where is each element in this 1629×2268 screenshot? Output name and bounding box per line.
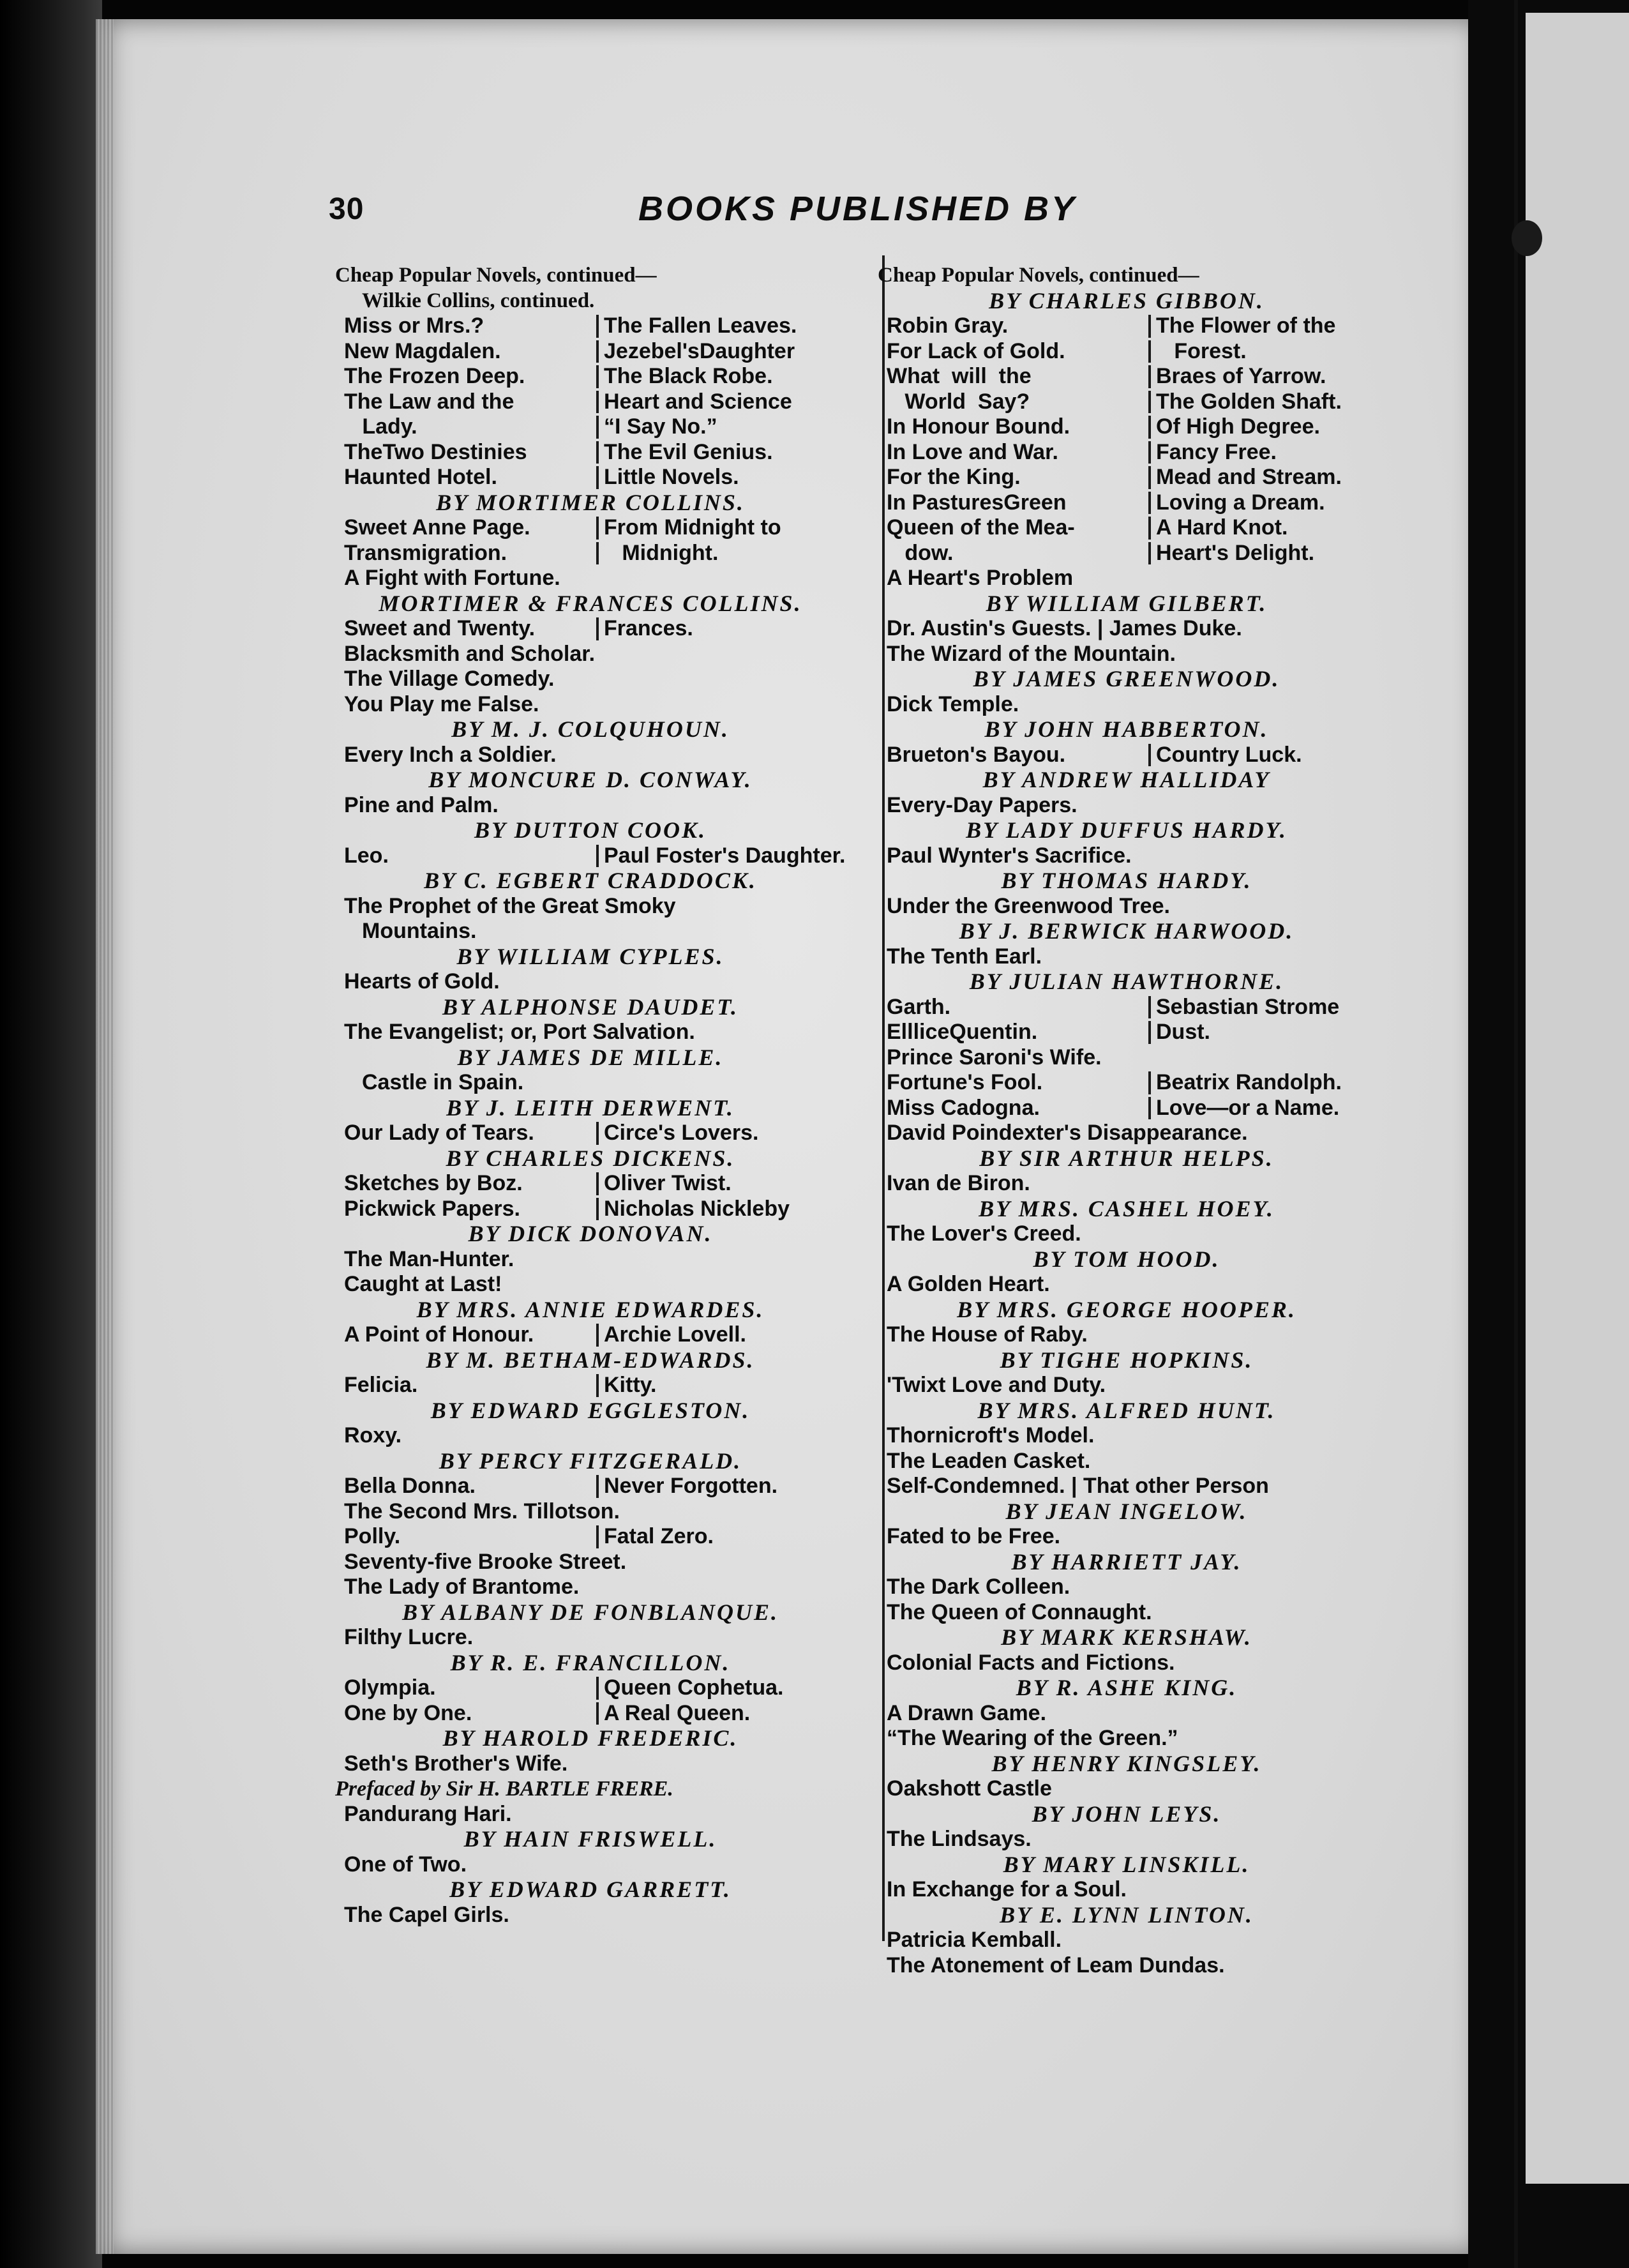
book-title: The Flower of the xyxy=(1156,314,1336,338)
series-header: Cheap Popular Novels, continued— xyxy=(335,264,657,287)
running-head: BOOKS PUBLISHED BY xyxy=(638,190,1077,228)
book-title: The Capel Girls. xyxy=(344,1902,509,1927)
book-title: Fancy Free. xyxy=(1156,439,1277,464)
title-pair-row xyxy=(335,616,846,642)
column-bar xyxy=(1148,542,1151,565)
title-pair-row xyxy=(335,389,846,415)
author-heading: BY MONCURE D. CONWAY. xyxy=(428,767,753,792)
book-title: Queen Cophetua. xyxy=(604,1675,784,1700)
author-heading: BY JAMES DE MILLE. xyxy=(457,1044,724,1070)
author-heading: BY J. BERWICK HARWOOD. xyxy=(959,918,1295,944)
book-title: Mountains. xyxy=(362,919,477,943)
title-pair-row xyxy=(878,515,1376,541)
book-title: Roxy. xyxy=(344,1423,402,1448)
book-title: Pickwick Papers. xyxy=(344,1196,520,1221)
column-bar xyxy=(596,416,599,439)
column-bar xyxy=(596,391,599,414)
book-title: In Honour Bound. xyxy=(887,414,1070,439)
book-title: Miss Cadogna. xyxy=(887,1095,1040,1120)
title-pair-row xyxy=(335,339,846,365)
author-heading: BY JAMES GREENWOOD. xyxy=(973,666,1280,692)
column-bar xyxy=(1148,340,1151,363)
book-title: A Fight with Fortune. xyxy=(344,566,560,590)
column-bar xyxy=(596,1172,599,1195)
book-title: Polly. xyxy=(344,1524,401,1548)
book-title: Sweet Anne Page. xyxy=(344,515,530,540)
column-bar xyxy=(596,1702,599,1725)
book-title: New Magdalen. xyxy=(344,338,501,363)
right-column xyxy=(878,263,1376,1978)
column-bar xyxy=(596,1198,599,1221)
book-title: Paul Wynter's Sacrifice. xyxy=(887,843,1132,868)
book-title: Pine and Palm. xyxy=(344,792,499,817)
author-heading: BY ALBANY DE FONBLANQUE. xyxy=(402,1599,779,1625)
column-bar xyxy=(1148,517,1151,540)
author-heading: BY E. LYNN LINTON. xyxy=(1000,1901,1254,1928)
book-title: The Prophet of the Great Smoky xyxy=(344,893,676,918)
column-bar xyxy=(596,1525,599,1548)
column-bar xyxy=(1148,996,1151,1019)
book-title: The Evil Genius. xyxy=(604,439,773,464)
title-pair-row xyxy=(878,314,1376,339)
column-bar xyxy=(596,1374,599,1397)
book-title: Sebastian Strome xyxy=(1156,994,1340,1019)
author-heading: BY PERCY FITZGERALD. xyxy=(439,1448,742,1474)
column-bar xyxy=(1148,416,1151,439)
book-title: dow. xyxy=(887,540,954,565)
book-title: Patricia Kemball. xyxy=(887,1928,1062,1952)
book-title: Olympia. xyxy=(344,1675,436,1700)
author-heading: BY HAIN FRISWELL. xyxy=(463,1826,717,1852)
author-heading: BY HAROLD FREDERIC. xyxy=(442,1725,739,1751)
book-title: One of Two. xyxy=(344,1852,467,1877)
title-pair-row xyxy=(878,1070,1376,1096)
column-bar xyxy=(1148,492,1151,515)
book-title: What will the xyxy=(887,364,1032,388)
author-heading: BY TIGHE HOPKINS. xyxy=(1000,1347,1254,1373)
title-pair-row xyxy=(335,515,846,541)
book-title: Little Novels. xyxy=(604,465,739,489)
book-title: The Black Robe. xyxy=(604,364,773,388)
column-bar xyxy=(596,340,599,363)
column-bar xyxy=(596,1677,599,1700)
book-title: The Second Mrs. Tillotson. xyxy=(344,1499,620,1523)
column-bar xyxy=(1148,1097,1151,1120)
book-title: In Love and War. xyxy=(887,439,1058,464)
column-bar xyxy=(1148,365,1151,388)
title-pair-row xyxy=(335,465,846,490)
title-pair-row xyxy=(878,339,1376,365)
book-title: Haunted Hotel. xyxy=(344,465,497,489)
column-bar xyxy=(596,441,599,464)
book-title: For Lack of Gold. xyxy=(887,338,1065,363)
book-title: Castle in Spain. xyxy=(362,1070,524,1094)
title-pair-row xyxy=(335,1197,846,1222)
column-bar xyxy=(596,517,599,540)
book-title: Our Lady of Tears. xyxy=(344,1121,534,1145)
author-heading: BY WILLIAM GILBERT. xyxy=(986,590,1268,616)
author-heading: BY WILLIAM CYPLES. xyxy=(456,943,724,969)
book-title: Archie Lovell. xyxy=(604,1322,746,1347)
column-bar xyxy=(596,1475,599,1498)
author-heading: BY ALPHONSE DAUDET. xyxy=(442,994,739,1020)
book-title: Leo. xyxy=(344,843,389,868)
book-title: Dust. xyxy=(1156,1020,1210,1044)
book-title: Blacksmith and Scholar. xyxy=(344,641,596,666)
book-title: Nicholas Nickleby xyxy=(604,1196,790,1221)
author-heading: MORTIMER & FRANCES COLLINS. xyxy=(379,590,802,616)
book-title: Lady. xyxy=(344,414,417,439)
book-title: Forest. xyxy=(1156,338,1247,363)
title-pair-row xyxy=(878,465,1376,490)
book-title: Self-Condemned. | That other Person xyxy=(887,1474,1269,1498)
book-title: “I Say No.” xyxy=(604,414,717,439)
column-bar xyxy=(596,466,599,489)
title-pair-row xyxy=(878,995,1376,1020)
book-title: Felicia. xyxy=(344,1373,418,1397)
book-title: Oakshott Castle xyxy=(887,1776,1052,1801)
book-title: A Drawn Game. xyxy=(887,1700,1047,1725)
series-header: Wilkie Collins, continued. xyxy=(362,289,595,312)
book-title: Brueton's Bayou. xyxy=(887,742,1066,767)
book-title: Filthy Lucre. xyxy=(344,1625,474,1649)
title-pair-row xyxy=(335,1474,846,1499)
book-spine-shadow xyxy=(0,0,102,2268)
title-pair-row xyxy=(335,314,846,339)
book-title: The Wizard of the Mountain. xyxy=(887,641,1176,666)
book-title: World Say? xyxy=(887,389,1030,414)
title-pair-row xyxy=(335,364,846,389)
title-pair-row xyxy=(878,414,1376,440)
book-title: Of High Degree. xyxy=(1156,414,1320,439)
book-title: The Lover's Creed. xyxy=(887,1221,1081,1246)
title-pair-row xyxy=(335,440,846,465)
title-pair-row xyxy=(878,566,1376,591)
author-heading: BY SIR ARTHUR HELPS. xyxy=(979,1145,1274,1171)
series-header: Cheap Popular Novels, continued— xyxy=(878,264,1199,287)
book-title: “The Wearing of the Green.” xyxy=(887,1726,1178,1750)
book-title: Midnight. xyxy=(604,540,719,565)
book-title: Seventy-five Brooke Street. xyxy=(344,1549,627,1574)
book-title: Miss or Mrs.? xyxy=(344,314,484,338)
title-pair-row xyxy=(335,1373,846,1398)
author-heading: BY HARRIETT JAY. xyxy=(1011,1548,1242,1575)
book-title: Paul Foster's Daughter. xyxy=(604,843,846,868)
book-title: Pandurang Hari. xyxy=(344,1801,512,1826)
book-title: The Law and the xyxy=(344,389,514,414)
book-title: For the King. xyxy=(887,465,1021,489)
author-heading: BY MRS. ANNIE EDWARDES. xyxy=(416,1296,765,1322)
title-pair-row xyxy=(878,1020,1376,1045)
title-pair-row xyxy=(335,1524,846,1550)
title-pair-row xyxy=(878,1096,1376,1121)
book-title: From Midnight to xyxy=(604,515,781,540)
book-title: Under the Greenwood Tree. xyxy=(887,893,1170,918)
preface-note: Prefaced by Sir H. BARTLE FRERE. xyxy=(335,1777,673,1801)
book-title: Garth. xyxy=(887,994,951,1019)
book-title: Circe's Lovers. xyxy=(604,1121,759,1145)
title-pair-row xyxy=(335,414,846,440)
title-pair-row xyxy=(335,1675,846,1701)
book-title: Frances. xyxy=(604,616,693,640)
author-heading: BY THOMAS HARDY. xyxy=(1001,868,1252,893)
book-title: A Hard Knot. xyxy=(1156,515,1288,540)
author-heading: BY DUTTON COOK. xyxy=(474,817,707,843)
book-title: Queen of the Mea- xyxy=(887,515,1075,540)
book-title: The Village Comedy. xyxy=(344,667,555,691)
book-title: The Tenth Earl. xyxy=(887,944,1042,969)
book-title: The Dark Colleen. xyxy=(887,1575,1070,1599)
title-pair-row xyxy=(878,490,1376,516)
book-title: Country Luck. xyxy=(1156,742,1302,767)
title-pair-row xyxy=(878,743,1376,768)
author-heading: BY JOHN LEYS. xyxy=(1032,1801,1222,1827)
book-title: The Frozen Deep. xyxy=(344,364,525,388)
book-title: Bella Donna. xyxy=(344,1474,476,1498)
column-bar xyxy=(1148,1071,1151,1094)
book-title: The Golden Shaft. xyxy=(1156,389,1342,414)
author-heading: BY MRS. GEORGE HOOPER. xyxy=(957,1296,1296,1322)
book-title: In PasturesGreen xyxy=(887,490,1067,515)
title-pair-row xyxy=(878,364,1376,389)
author-heading: BY JOHN HABBERTON. xyxy=(984,716,1269,742)
book-title: The Lady of Brantome. xyxy=(344,1575,580,1599)
author-heading: BY LADY DUFFUS HARDY. xyxy=(966,817,1287,843)
title-pair-row xyxy=(878,389,1376,415)
book-title: Oliver Twist. xyxy=(604,1171,732,1195)
column-bar xyxy=(1148,391,1151,414)
book-title: Beatrix Randolph. xyxy=(1156,1070,1342,1094)
column-bar xyxy=(1148,744,1151,767)
book-title: You Play me False. xyxy=(344,692,539,716)
book-title xyxy=(1148,566,1376,591)
book-title: Fated to be Free. xyxy=(887,1524,1061,1548)
author-heading: BY TOM HOOD. xyxy=(1033,1246,1220,1272)
column-bar xyxy=(596,365,599,388)
column-bar xyxy=(596,617,599,640)
column-bar xyxy=(596,542,599,565)
book-title: The House of Raby. xyxy=(887,1322,1088,1347)
book-title: Seth's Brother's Wife. xyxy=(344,1751,568,1776)
page-number: 30 xyxy=(329,192,364,226)
book-title: A Heart's Problem xyxy=(887,566,1074,590)
book-title: Fortune's Fool. xyxy=(887,1070,1043,1094)
book-title: Braes of Yarrow. xyxy=(1156,364,1326,388)
author-heading: BY MARK KERSHAW. xyxy=(1001,1624,1252,1650)
column-bar xyxy=(1148,1021,1151,1044)
facing-page-edge xyxy=(1526,13,1629,2184)
book-title: Never Forgotten. xyxy=(604,1474,778,1498)
book-title: Sweet and Twenty. xyxy=(344,616,536,640)
column-bar xyxy=(596,845,599,868)
book-title: David Poindexter's Disappearance. xyxy=(887,1121,1248,1145)
facing-page-rule xyxy=(1514,0,1518,2268)
book-title: Hearts of Gold. xyxy=(344,969,500,994)
book-title: Prince Saroni's Wife. xyxy=(887,1045,1102,1070)
column-bar xyxy=(1148,441,1151,464)
book-title: Robin Gray. xyxy=(887,314,1009,338)
author-heading: BY EDWARD EGGLESTON. xyxy=(430,1397,751,1423)
book-title: A Golden Heart. xyxy=(887,1272,1050,1296)
author-heading: BY C. EGBERT CRADDOCK. xyxy=(424,868,757,893)
ink-blot xyxy=(1512,220,1542,256)
book-title: The Evangelist; or, Port Salvation. xyxy=(344,1020,695,1044)
title-pair-row xyxy=(878,440,1376,465)
book-title: The Queen of Connaught. xyxy=(887,1599,1152,1624)
book-title: Heart and Science xyxy=(604,389,792,414)
author-heading: BY MARY LINSKILL. xyxy=(1003,1851,1250,1877)
book-title: Every Inch a Soldier. xyxy=(344,742,557,767)
book-title: The Man-Hunter. xyxy=(344,1246,514,1271)
book-title: Transmigration. xyxy=(344,540,507,565)
book-title: Caught at Last! xyxy=(344,1272,502,1296)
book-title: Fatal Zero. xyxy=(604,1524,714,1548)
book-title: Loving a Dream. xyxy=(1156,490,1325,515)
title-pair-row xyxy=(335,1171,846,1197)
book-title: Sketches by Boz. xyxy=(344,1171,523,1195)
book-title: Heart's Delight. xyxy=(1156,540,1315,565)
book-title: Every-Day Papers. xyxy=(887,792,1077,817)
column-bar xyxy=(596,315,599,338)
author-heading: BY MRS. CASHEL HOEY. xyxy=(979,1195,1275,1221)
author-heading: BY ANDREW HALLIDAY xyxy=(982,767,1271,792)
title-pair-row xyxy=(878,541,1376,566)
author-heading: BY HENRY KINGSLEY. xyxy=(991,1750,1262,1776)
title-pair-row xyxy=(335,541,846,566)
book-title: The Lindsays. xyxy=(887,1827,1032,1851)
book-title: Mead and Stream. xyxy=(1156,465,1342,489)
author-heading: BY MORTIMER COLLINS. xyxy=(436,489,745,515)
author-heading: BY JULIAN HAWTHORNE. xyxy=(969,969,1284,994)
book-title: Dr. Austin's Guests. | James Duke. xyxy=(887,616,1242,640)
author-heading: BY JEAN INGELOW. xyxy=(1005,1498,1248,1524)
author-heading: BY CHARLES GIBBON. xyxy=(989,287,1265,314)
column-bar xyxy=(1148,466,1151,489)
title-pair-row xyxy=(335,1701,846,1727)
book-title: The Atonement of Leam Dundas. xyxy=(887,1953,1225,1977)
page-gutter-edge xyxy=(96,19,114,2254)
author-heading: BY R. ASHE KING. xyxy=(1016,1675,1238,1700)
author-heading: BY J. LEITH DERWENT. xyxy=(446,1094,735,1121)
left-column xyxy=(335,263,846,1928)
column-bar xyxy=(1148,315,1151,338)
column-bar xyxy=(596,1122,599,1145)
book-title: A Real Queen. xyxy=(604,1700,751,1725)
author-heading: BY MRS. ALFRED HUNT. xyxy=(977,1397,1276,1423)
book-title: One by One. xyxy=(344,1700,472,1725)
book-title: Jezebel'sDaughter xyxy=(604,338,795,363)
author-heading: BY M. J. COLQUHOUN. xyxy=(451,716,730,742)
author-heading: BY CHARLES DICKENS. xyxy=(446,1145,735,1171)
book-title: 'Twixt Love and Duty. xyxy=(887,1373,1106,1397)
author-heading: BY M. BETHAM-EDWARDS. xyxy=(426,1347,755,1373)
author-heading: BY EDWARD GARRETT. xyxy=(449,1877,732,1902)
column-bar xyxy=(596,1324,599,1347)
author-heading: BY R. E. FRANCILLON. xyxy=(450,1649,731,1675)
book-title: Thornicroft's Model. xyxy=(887,1423,1095,1448)
book-title: TheTwo Destinies xyxy=(344,439,527,464)
author-heading: BY DICK DONOVAN. xyxy=(468,1221,713,1246)
book-title: Kitty. xyxy=(604,1373,657,1397)
book-title: In Exchange for a Soul. xyxy=(887,1877,1127,1901)
book-title: Ivan de Biron. xyxy=(887,1171,1030,1195)
title-pair-row xyxy=(335,843,846,869)
book-title: The Leaden Casket. xyxy=(887,1448,1091,1473)
book-title: Love—or a Name. xyxy=(1156,1095,1340,1120)
book-title: A Point of Honour. xyxy=(344,1322,534,1347)
book-title: Colonial Facts and Fictions. xyxy=(887,1650,1175,1675)
title-pair-row xyxy=(335,1322,846,1348)
title-pair-row xyxy=(335,1121,846,1146)
book-title: EllliceQuentin. xyxy=(887,1020,1038,1044)
book-title: The Fallen Leaves. xyxy=(604,314,797,338)
book-title: Dick Temple. xyxy=(887,692,1019,716)
